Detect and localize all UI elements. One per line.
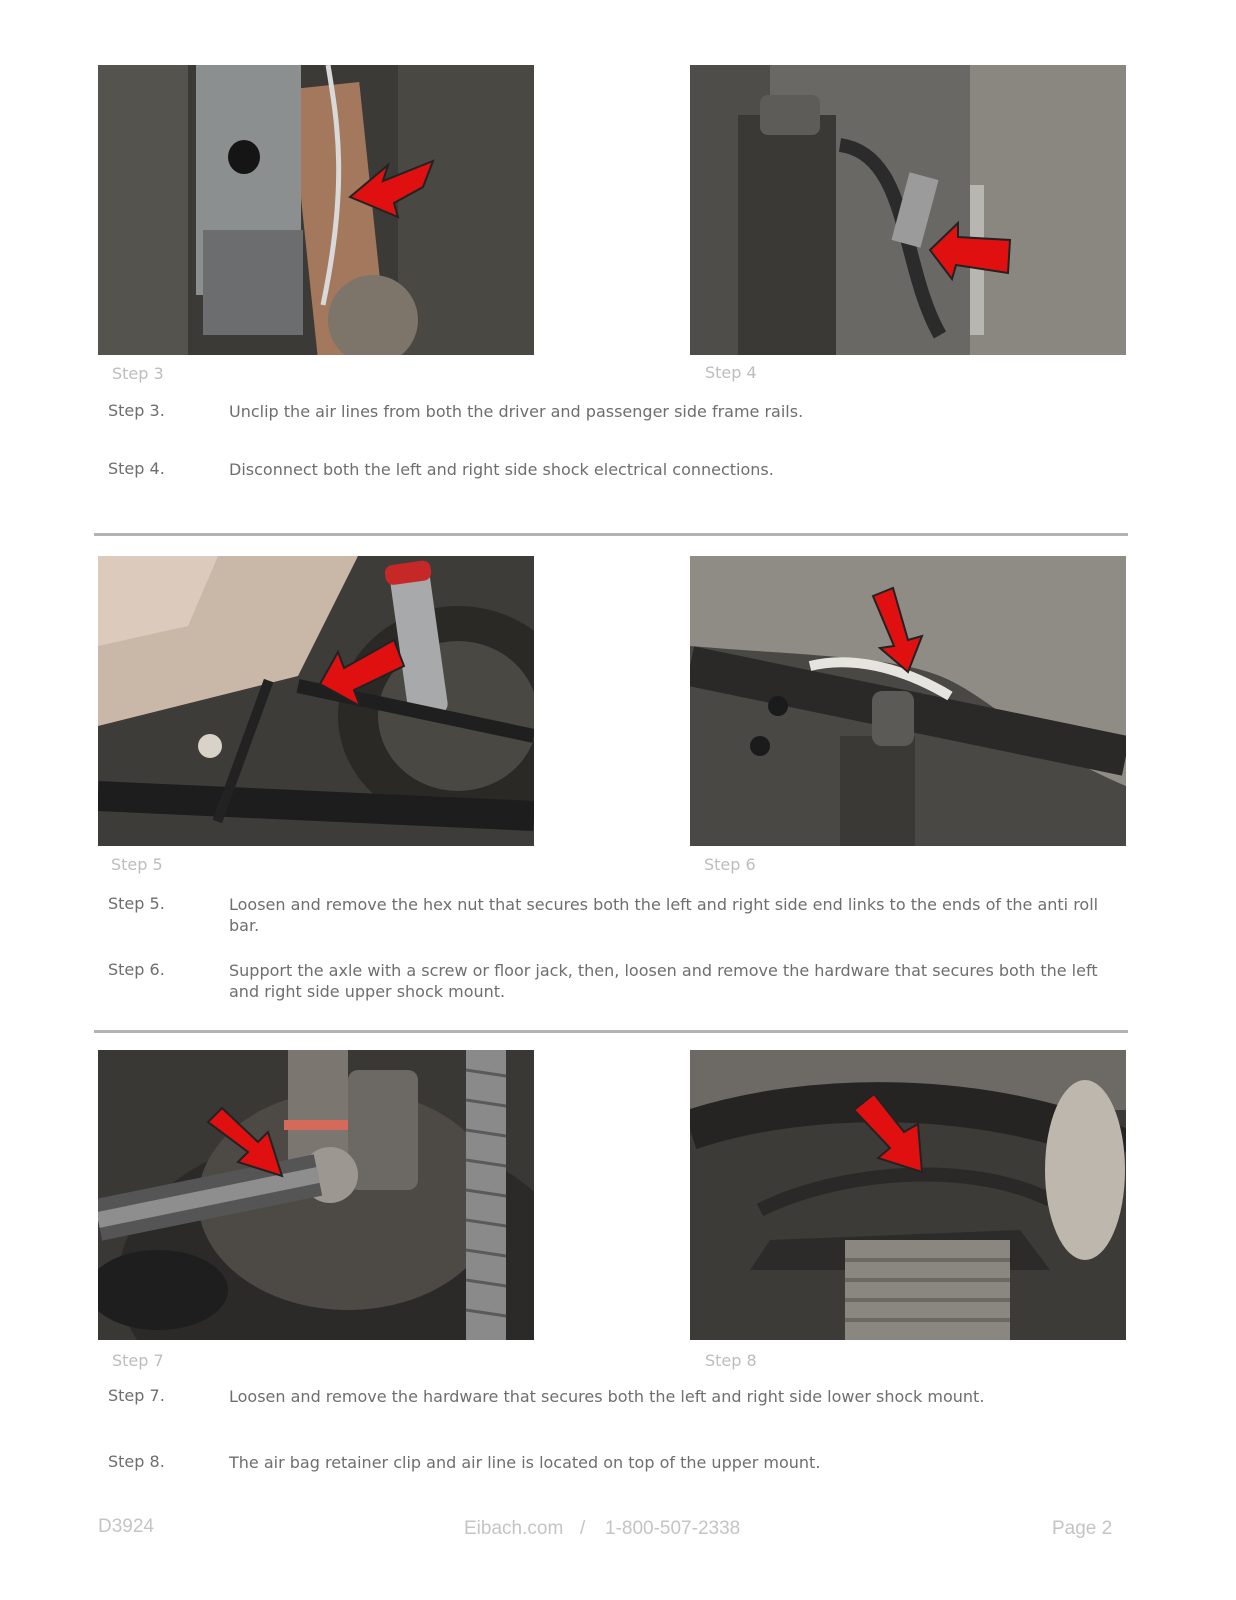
step-5-caption: Step 5 (111, 855, 163, 874)
step-4-label: Step 4. (108, 459, 165, 478)
step-4-text: Disconnect both the left and right side shock electrical connections. (229, 460, 774, 479)
step-5-text: Loosen and remove the hex nut that secures both the left and right side end links to the ends of the anti roll bar. (229, 895, 1099, 935)
step-8-photo (690, 1050, 1126, 1340)
step-7-photo (98, 1050, 534, 1340)
step-8-label: Step 8. (108, 1452, 165, 1471)
step-3-label: Step 3. (108, 401, 165, 420)
step-7-text: Loosen and remove the hardware that secures both the left and right side lower shock mount. (229, 1387, 985, 1406)
section-divider (94, 1030, 1128, 1033)
document-code: D3924 (98, 1516, 154, 1537)
step-6-text: Support the axle with a screw or floor jack, then, loosen and remove the hardware that secures both the left and right side upper shock mount. (229, 961, 1098, 1001)
page-number: Page 2 (1052, 1518, 1113, 1539)
step-7-caption: Step 7 (112, 1351, 164, 1370)
step-8-text: The air bag retainer clip and air line is located on top of the upper mount. (229, 1453, 821, 1472)
step-4-caption: Step 4 (705, 363, 757, 382)
step-8-caption: Step 8 (705, 1351, 757, 1370)
step-3-caption: Step 3 (112, 364, 164, 383)
step-3-photo (98, 65, 534, 355)
step-6-label: Step 6. (108, 960, 165, 979)
step-6-photo (690, 556, 1126, 846)
footer-separator: / (580, 1518, 586, 1539)
step-6-caption: Step 6 (704, 855, 756, 874)
step-3-text: Unclip the air lines from both the driver and passenger side frame rails. (229, 402, 804, 421)
footer-phone: 1-800-507-2338 (605, 1518, 741, 1539)
step-4-photo (690, 65, 1126, 355)
step-5-label: Step 5. (108, 894, 165, 913)
step-5-photo (98, 556, 534, 846)
section-divider (94, 533, 1128, 536)
footer-website: Eibach.com (464, 1518, 564, 1539)
step-7-label: Step 7. (108, 1386, 165, 1405)
